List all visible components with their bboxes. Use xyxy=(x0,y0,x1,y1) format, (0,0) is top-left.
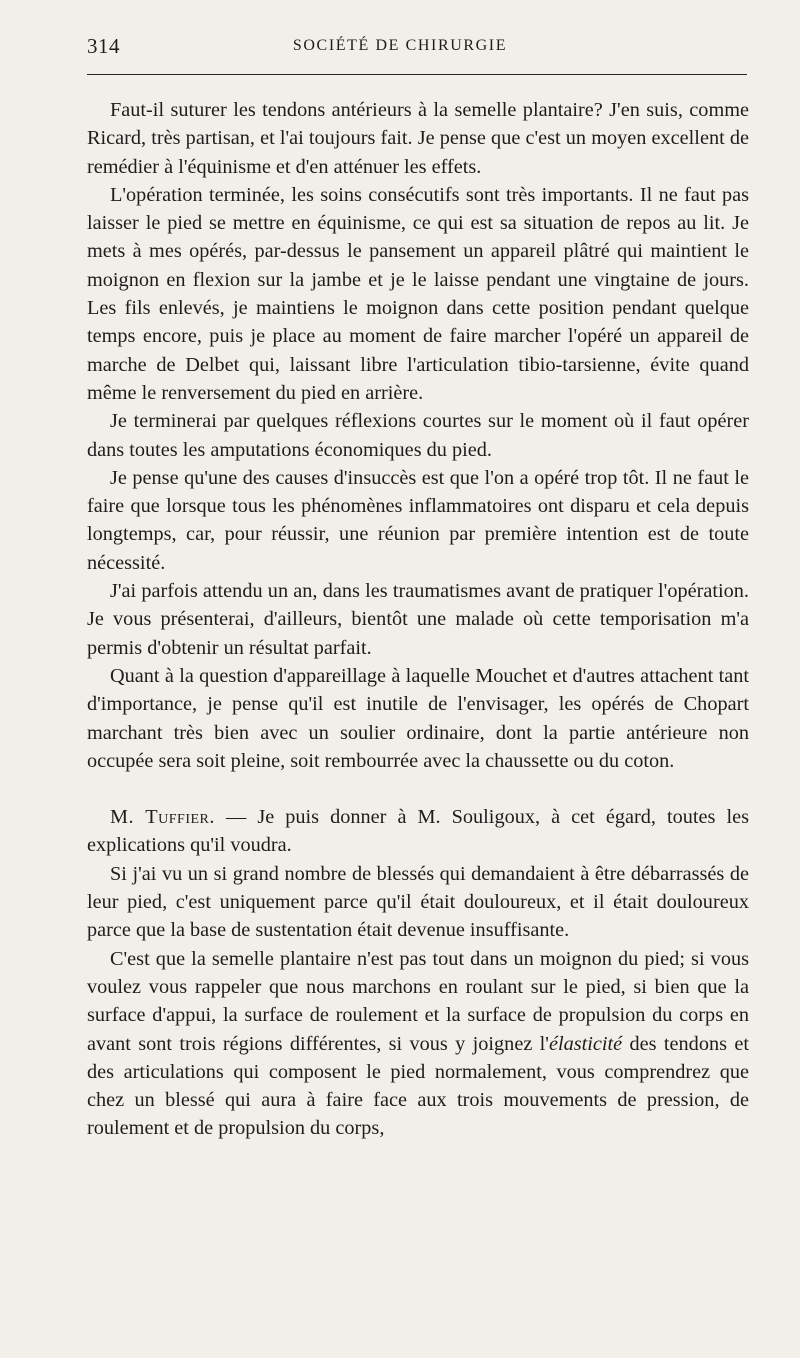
body-text xyxy=(87,96,749,1143)
plantar-sole-text-end: des tendons et des articulations qui composent le pied normalement, vous comprendrez que chez un blessé qui aura à faire face aux trois mouvements de pression, de roulement et de propulsion du corps, xyxy=(87,1032,749,1140)
page-number: 314 xyxy=(87,34,120,58)
emphasized-term: élasticité xyxy=(548,1032,623,1055)
paragraph-painful-stumps: Si j'ai vu un si grand nombre de blessés qui demandaient à être débarrassés de leur pied, c'est uniquement parce qu'il était douloureux, et il était douloureux parce que la base de sustentation était devenue insuffisante. xyxy=(87,862,749,942)
paragraph-waiting-a-year: J'ai parfois attendu un an, dans les traumatismes avant de pratiquer l'opération. Je vous présenterai, d'ailleurs, bientôt une malade où cette temporisation m'a permis d'obtenir un résultat parfait. xyxy=(87,580,749,659)
paragraph-plantar-sole xyxy=(87,945,749,1143)
header-rule xyxy=(87,74,747,75)
paragraph-tendon-suture: Faut-il suturer les tendons antérieurs à la semelle plantaire? J'en suis, comme Ricard, très partisan, et l'ai toujours fait. Je pense que c'est un moyen excellent de remédier à l'équinisme et d'en atténuer les effets. xyxy=(87,99,749,178)
paragraph-tuffier-reply xyxy=(87,803,749,860)
paragraph-appliances: Quant à la question d'appareillage à laquelle Mouchet et d'autres attachent tant d'importance, je pense qu'il est inutile de l'envisager, les opérés de Chopart marchant très bien avec un soulier ordinaire, dont la partie antérieure non occupée sera soit pleine, soit rembourrée avec la chaussette ou du coton. xyxy=(87,664,749,772)
paragraph-operated-too-early: Je pense qu'une des causes d'insuccès est que l'on a opéré trop tôt. Il ne faut le faire que lorsque tous les phénomènes inflammatoires ont disparu et cela depuis longtemps, car, pour réussir, une réunion par première intention est de toute nécessité. xyxy=(87,466,749,574)
running-title: SOCIÉTÉ DE CHIRURGIE xyxy=(292,37,508,54)
plantar-sole-text-start: C'est que la semelle plantaire n'est pas tout dans un moignon du pied; si vous voulez vous rappeler que nous marchons en roulant sur le pied, si bien que la surface d'appui, la surface de roulement et la surface de propulsion du corps en avant sont trois régions différentes, si vous y joignez l' xyxy=(87,947,749,1055)
tuffier-opening: — Je puis donner à M. Souligoux, à cet égard, toutes les explications qu'il voudra. xyxy=(87,806,749,857)
paragraph-postoperative-care: L'opération terminée, les soins consécutifs sont très importants. Il ne faut pas laisser le pied se mettre en équinisme, ce qui est sa situation de repos au lit. Je mets à mes opérés, par-dessus le pansement un appareil plâtré qui maintient le moignon en flexion sur la jambe et je le laisse pendant une vingtaine de jours. Les fils enlevés, je maintiens le moignon dans cette position pendant quelque temps encore, puis je place au moment de faire marcher l'opéré un appareil de marche de Delbet qui, laissant libre l'articulation tibio-tarsienne, évite quand même le renversement du pied en arrière. xyxy=(87,183,749,404)
speaker-name: M. Tuffier. xyxy=(110,806,215,829)
paragraph-timing-reflections: Je terminerai par quelques réflexions courtes sur le moment où il faut opérer dans toutes les amputations économiques du pied. xyxy=(87,410,749,461)
